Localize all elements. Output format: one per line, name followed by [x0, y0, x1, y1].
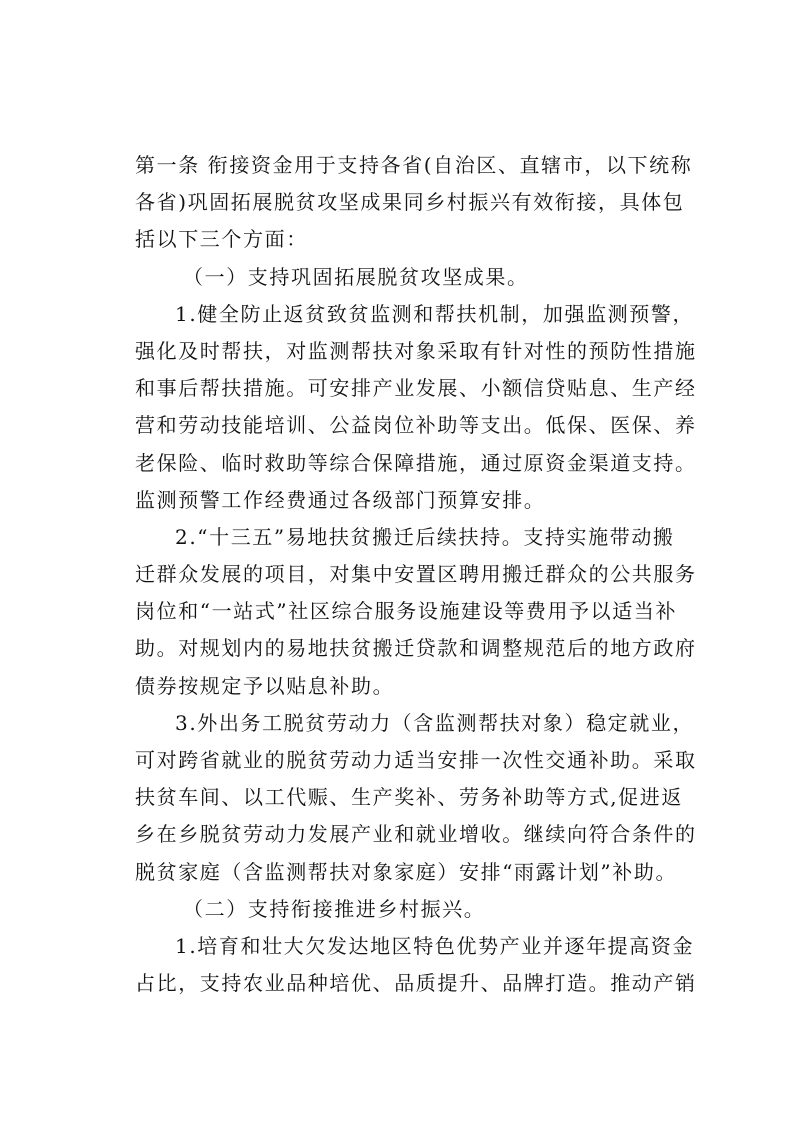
item-1-line-5: 老保险、临时救助等综合保障措施，通过原资金渠道支持。	[135, 450, 697, 475]
document-body	[135, 147, 697, 1002]
item-2-line-2: 迁群众发展的项目，对集中安置区聘用搬迁群众的公共服务	[135, 562, 697, 587]
item-2-line-3: 岗位和“一站式”社区综合服务设施建设等费用予以适当补	[135, 599, 678, 624]
article-1-line-1: 第一条 衔接资金用于支持各省(自治区、直辖市，以下统称	[135, 153, 693, 177]
item-1-line-6: 监测预警工作经费通过各级部门预算安排。	[135, 487, 546, 512]
item-1-line-1: 1.健全防止返贫致贫监测和帮扶机制，加强监测预警，	[175, 301, 695, 326]
article-1-line-2: 各省)巩固拓展脱贫攻坚成果同乡村振兴有效衔接，具体包	[135, 190, 685, 215]
article-1-line-3: 括以下三个方面：	[135, 227, 308, 252]
item-1-line-2: 强化及时帮扶，对监测帮扶对象采取有针对性的预防性措施	[135, 338, 697, 363]
section-1-heading: （一）支持巩固拓展脱贫攻坚成果。	[183, 264, 529, 289]
item-3-line-5: 脱贫家庭（含监测帮扶对象家庭）安排“雨露计划”补助。	[135, 859, 678, 884]
item-1-line-4: 营和劳动技能培训、公益岗位补助等支出。低保、医保、养	[135, 413, 697, 438]
item-1-line-3: 和事后帮扶措施。可安排产业发展、小额信贷贴息、生产经	[135, 376, 697, 401]
item-3-line-3: 扶贫车间、以工代赈、生产奖补、劳务补助等方式,促进返	[135, 785, 683, 810]
item-2-line-5: 债券按规定予以贴息补助。	[135, 673, 395, 698]
section-2-heading: （二）支持衔接推进乡村振兴。	[183, 896, 486, 921]
section-2-item-1-line-1: 1.培育和壮大欠发达地区特色优势产业并逐年提高资金	[175, 933, 695, 958]
item-3-line-2: 可对跨省就业的脱贫劳动力适当安排一次性交通补助。采取	[135, 748, 697, 772]
item-2-line-4: 助。对规划内的易地扶贫搬迁贷款和调整规范后的地方政府	[135, 636, 697, 661]
section-2-item-1-line-2: 占比，支持农业品种培优、品质提升、品牌打造。推动产销	[135, 971, 697, 996]
item-3-line-4: 乡在乡脱贫劳动力发展产业和就业增收。继续向符合条件的	[135, 822, 697, 847]
item-3-line-1: 3.外出务工脱贫劳动力（含监测帮扶对象）稳定就业，	[175, 710, 695, 735]
item-2-line-1: 2.“十三五”易地扶贫搬迁后续扶持。支持实施带动搬	[175, 524, 675, 549]
